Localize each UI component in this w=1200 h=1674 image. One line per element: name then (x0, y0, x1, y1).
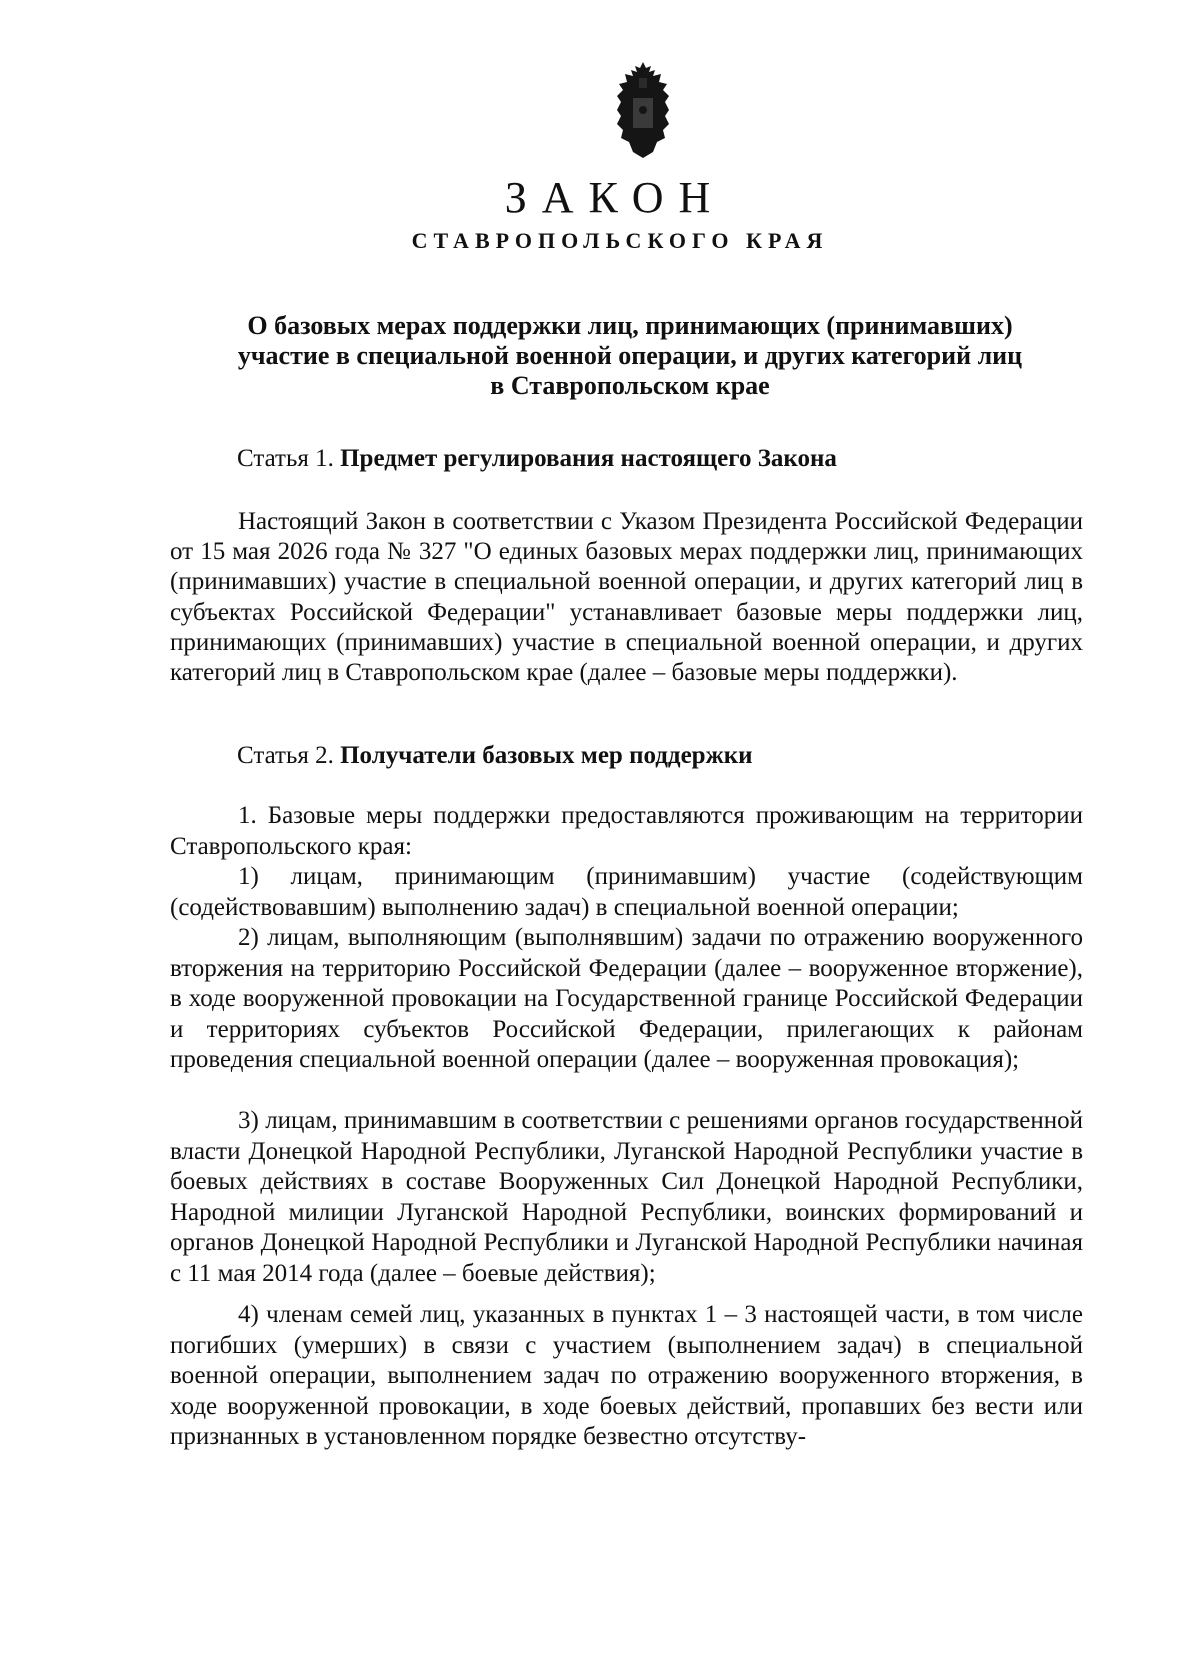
law-title: ЗАКОН (504, 173, 726, 222)
article-number: Статья 2. (237, 742, 334, 769)
article-title: Предмет регулирования настоящего Закона (340, 445, 837, 472)
subject-line: в Ставропольском крае (490, 371, 770, 400)
article-1-paragraph: Настоящий Закон в соответствии с Указом Президента Российской Федерации от 15 мая 2026 года № 327 "О единых базовых мерах поддержки лиц, принимающих (принимавших) участие в специальной военной операции, и других категорий лиц в субъектах Российской Федерации" устанавливает базовые меры поддержки лиц, принимающих (принимавших) участие в специальной военной операции, и других категорий лиц в Ставропольском крае (далее – базовые меры поддержки). (170, 508, 1083, 687)
article-2-item-3: 3) лицам, принимавшим в соответствии с решениями органов государственной власти Донецкой Народной Республики, Луганской Народной Республики участие в боевых действиях в составе Вооруженных Сил Донецкой Народной Республики, Народной милиции Луганской Народной Республики, воинских формирований и органов Донецкой Народной Республики и Луганской Народной Республики начиная с 11 мая 2014 года (далее – боевые действия); (170, 1107, 1083, 1287)
law-subject-title (200, 311, 1060, 401)
article-2-part-1-intro: 1. Базовые меры поддержки предоставляются проживающим на территории Ставропольского края: (170, 802, 1083, 860)
subject-line: участие в специальной военной операции, и других категорий лиц (237, 341, 1023, 370)
subject-line: О базовых мерах поддержки лиц, принимающих (принимавших) (247, 311, 1013, 340)
coat-of-arms-icon (609, 60, 677, 160)
article-number: Статья 1. (237, 445, 334, 472)
article-2-item-2: 2) лицам, выполняющим (выполнявшим) задачи по отражению вооруженного вторжения на территорию Российской Федерации (далее – вооруженное вторжение), в ходе вооруженной провокации на Государственной границе Российской Федерации и территориях субъектов Российской Федерации, прилегающих к районам проведения специальной военной операции (далее – вооруженная провокация); (170, 924, 1083, 1074)
article-2-heading (237, 741, 753, 771)
article-1-heading (237, 444, 837, 474)
article-title: Получатели базовых мер поддержки (340, 742, 753, 769)
article-2-item-4: 4) членам семей лиц, указанных в пунктах 1 – 3 настоящей части, в том числе погибших (умерших) в связи с участием (выполнением задач) в специальной военной операции, выполнением задач по отражению вооруженного вторжения, в ходе вооруженной провокации, в ходе боевых действий, пропавших без вести или признанных в установленном порядке безвестно отсутству- (170, 1301, 1083, 1451)
region-title: СТАВРОПОЛЬСКОГО КРАЯ (411, 228, 829, 253)
article-2-item-1: 1) лицам, принимающим (принимавшим) участие (содействующим (содействовавшим) выполнению задач) в специальной военной операции; (170, 863, 1083, 921)
